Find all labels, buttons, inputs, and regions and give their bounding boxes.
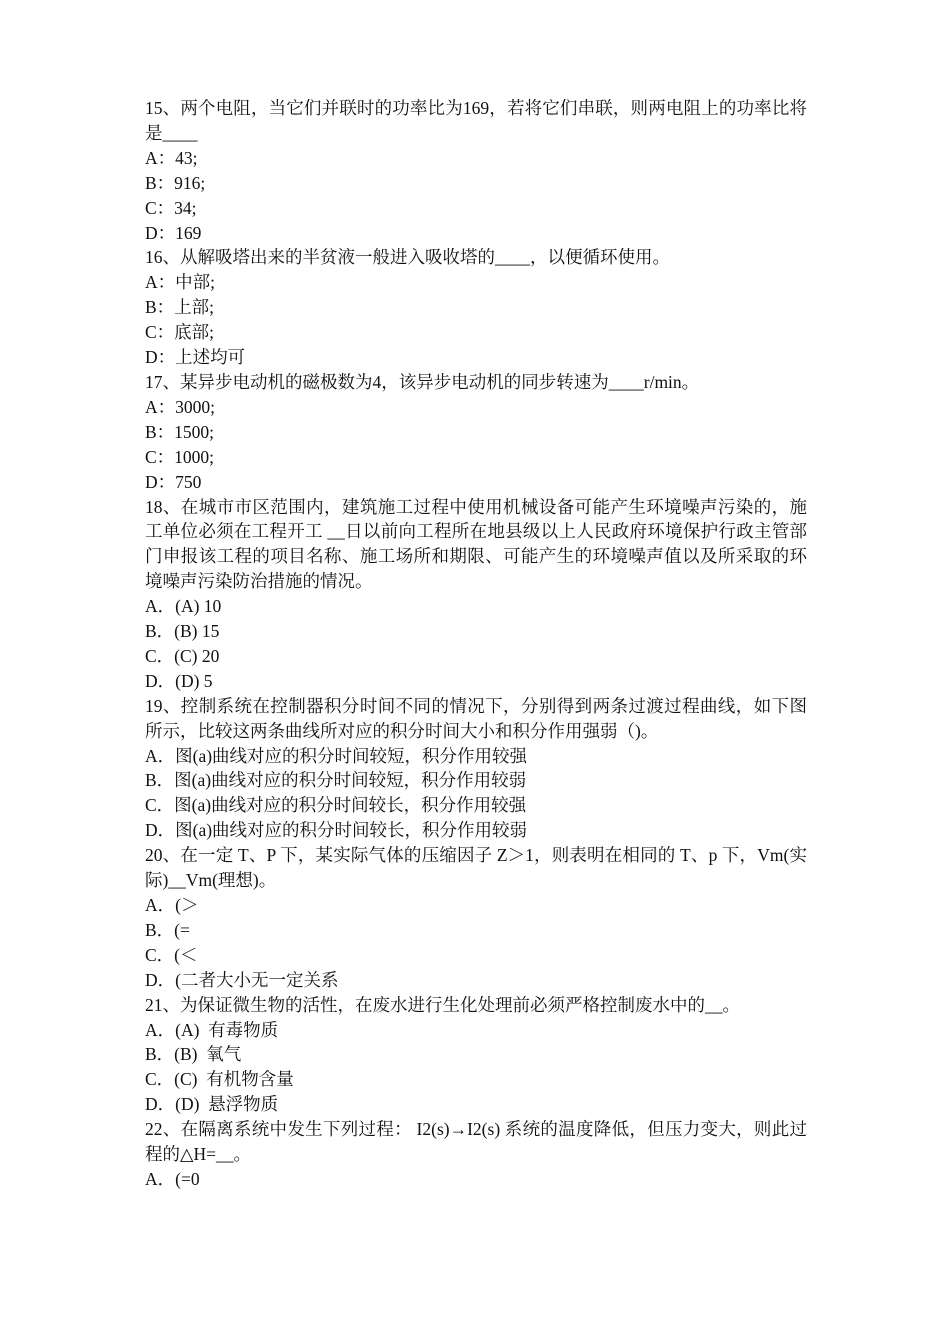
option-a: A．图(a)曲线对应的积分时间较短，积分作用较强 — [145, 745, 528, 766]
option-b: B．图(a)曲线对应的积分时间较短，积分作用较弱 — [145, 770, 527, 791]
option-c: C：1000; — [145, 446, 215, 467]
question-17 — [145, 370, 807, 495]
option-c: C：34; — [145, 197, 197, 218]
option-d: D．(D) 5 — [145, 670, 213, 691]
option-b: B．(= — [145, 919, 190, 940]
question-20 — [145, 843, 807, 992]
option-d: D：750 — [145, 471, 202, 492]
option-b: B．(B) 15 — [145, 621, 220, 642]
option-c: C．(＜ — [145, 944, 198, 965]
option-a: A：3000; — [145, 396, 215, 417]
question-stem: 18、在城市市区范围内，建筑施工过程中使用机械设备可能产生环境噪声污染的，施工单位必须在工程开工 __日以前向工程所在地县级以上人民政府环境保护行政主管部门申报该工程的项目名称、施工场所和期限、可能产生的环境噪声值以及所采取的环境噪声污染防治措施的情况。 — [145, 496, 807, 592]
option-d: D：169 — [145, 222, 202, 243]
option-a: A：中部; — [145, 272, 215, 293]
option-d: D．图(a)曲线对应的积分时间较长，积分作用较弱 — [145, 820, 528, 841]
option-a: A．(=0 — [145, 1168, 200, 1189]
question-stem: 19、控制系统在控制器积分时间不同的情况下，分别得到两条过渡过程曲线，如下图所示，比较这两条曲线所对应的积分时间大小和积分作用强弱（)。 — [145, 695, 807, 741]
option-b: B．(B) 氧气 — [145, 1044, 242, 1065]
question-stem: 16、从解吸塔出来的半贫液一般进入吸收塔的____，以便循环使用。 — [145, 247, 670, 268]
option-d: D．(D) 悬浮物质 — [145, 1094, 279, 1115]
question-19 — [145, 694, 807, 843]
option-c: C：底部; — [145, 322, 215, 343]
question-stem: 20、在一定 T、P 下，某实际气体的压缩因子 Z＞1，则表明在相同的 T、p 下，Vm(实际)__Vm(理想)。 — [145, 845, 807, 891]
option-a: A：43; — [145, 147, 198, 168]
option-b: B：916; — [145, 172, 206, 193]
option-d: D．(二者大小无一定关系 — [145, 969, 339, 990]
question-stem: 17、某异步电动机的磁极数为4，该异步电动机的同步转速为____r/min。 — [145, 371, 700, 392]
question-18 — [145, 495, 807, 694]
question-stem: 22、在隔离系统中发生下列过程： I2(s)→I2(s) 系统的温度降低，但压力变大，则此过程的△H=__。 — [145, 1119, 807, 1165]
question-16 — [145, 245, 807, 370]
question-stem: 15、两个电阻，当它们并联时的功率比为169，若将它们串联，则两电阻上的功率比将是____ — [145, 98, 807, 143]
option-d: D：上述均可 — [145, 347, 246, 368]
option-c: C．(C) 有机物含量 — [145, 1069, 294, 1090]
option-a: A．(A) 有毒物质 — [145, 1019, 279, 1040]
option-b: B：1500; — [145, 421, 215, 442]
question-15 — [145, 96, 807, 245]
option-c: C．图(a)曲线对应的积分时间较长，积分作用较强 — [145, 795, 527, 816]
question-stem: 21、为保证微生物的活性，在废水进行生化处理前必须严格控制废水中的__。 — [145, 994, 740, 1015]
option-b: B：上部; — [145, 297, 215, 318]
option-a: A．(＞ — [145, 895, 199, 915]
question-list — [145, 96, 807, 1192]
question-21 — [145, 993, 807, 1118]
option-a: A．(A) 10 — [145, 596, 222, 617]
option-c: C．(C) 20 — [145, 645, 220, 666]
question-22 — [145, 1117, 807, 1192]
